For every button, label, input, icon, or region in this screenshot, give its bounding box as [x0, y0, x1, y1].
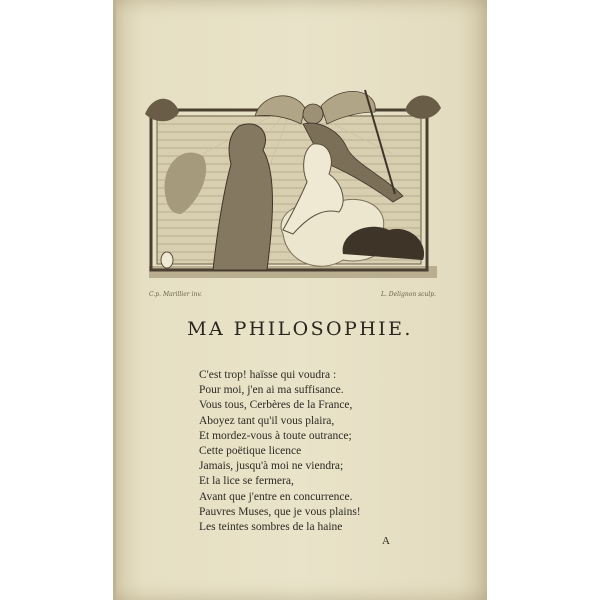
- poem-line: Et la lice se fermera,: [199, 475, 294, 488]
- poem-line: Vous tous, Cerbères de la France,: [199, 399, 353, 412]
- poem-line: Et mordez-vous à toute outrance;: [199, 429, 352, 442]
- engraving-ground: [149, 266, 437, 278]
- engraving-urn: [161, 252, 173, 268]
- poem-text: [199, 368, 361, 535]
- poem-line: Aboyez tant qu'il vous plaira,: [199, 414, 335, 427]
- book-page: [113, 0, 487, 600]
- poem-line: Pauvres Muses, que je vous plains!: [199, 505, 361, 518]
- engraving-credit-designer: C.p. Marillier inv.: [149, 291, 202, 298]
- poem-line: Cette poëtique licence: [199, 444, 302, 457]
- engraving-vignette: [143, 84, 443, 289]
- poem-line: Les teintes sombres de la haine: [199, 520, 343, 533]
- poem-line: Pour moi, j'en ai ma suffisance.: [199, 384, 344, 397]
- poem-line: Jamais, jusqu'à moi ne viendra;: [199, 460, 344, 473]
- poem-line: Avant que j'entre en concurrence.: [199, 490, 353, 503]
- catchword: A: [382, 535, 390, 547]
- engraving-garland-right: [405, 95, 441, 118]
- engraving-elder-head: [303, 104, 323, 124]
- engraving-garland-left: [145, 99, 179, 122]
- page-gutter: [113, 0, 116, 600]
- poem-line: C'est trop! haïsse qui voudra :: [199, 369, 337, 381]
- engraving-credit-engraver: L. Delignon sculp.: [381, 291, 437, 298]
- poem-title: MA PHILOSOPHIE.: [187, 318, 413, 340]
